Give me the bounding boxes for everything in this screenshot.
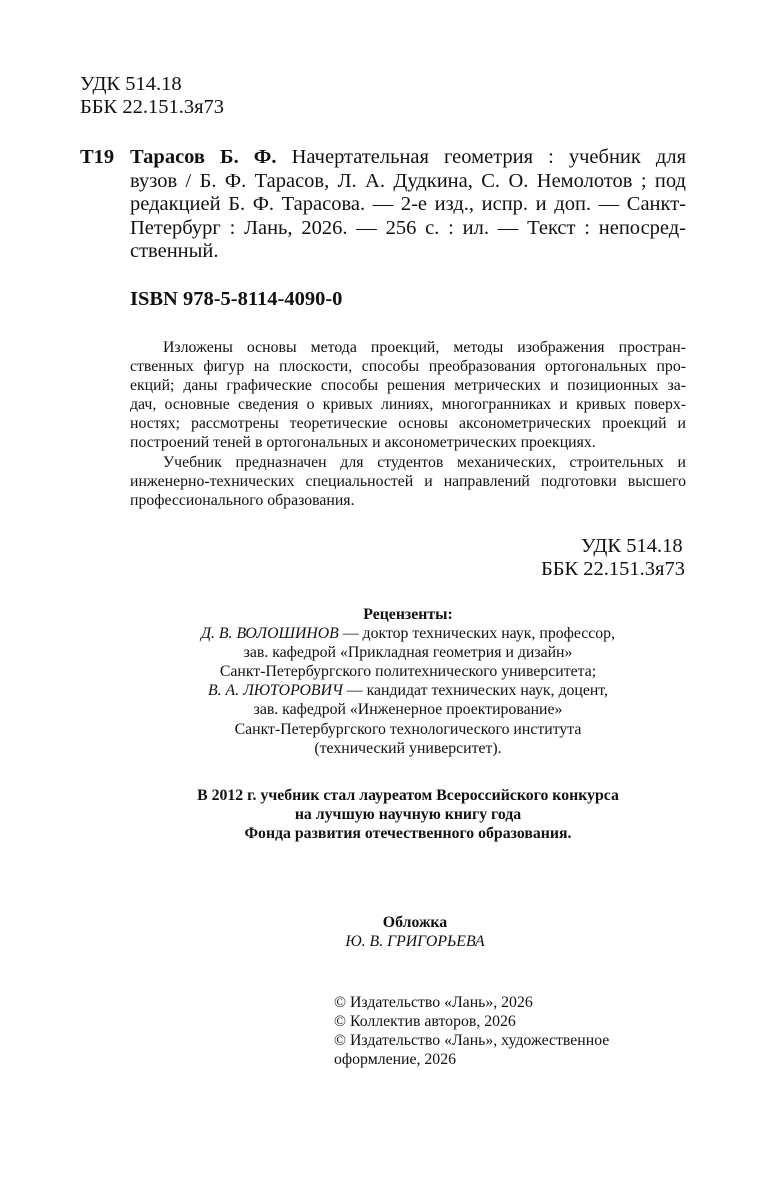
- book-title: Начертательная геометрия : учебник для: [291, 146, 687, 168]
- bbk-code: ББК 22.151.3я73: [80, 96, 225, 118]
- isbn: ISBN 978-5-8114-4090-0: [130, 288, 343, 310]
- reviewer-1-line: зав. кафедрой «Прикладная геометрия и дизайн»: [243, 644, 573, 662]
- abstract-line: построений теней в ортогональных и аксонометрических проекциях.: [130, 434, 596, 452]
- copyright-line: © Издательство «Лань», художественное: [334, 1032, 610, 1050]
- reviewer-2: В. А. ЛЮТОРОВИЧ — кандидат технических наук, доцент,: [208, 682, 608, 700]
- award-line: В 2012 г. учебник стал лауреатом Всероссийского конкурса: [197, 787, 619, 804]
- award-line: на лучшую научную книгу года: [294, 806, 522, 824]
- reviewer-2-line: (технический университет).: [314, 739, 502, 757]
- abstract-line: Учебник предназначен для студентов механических, строительных и: [163, 453, 686, 471]
- biblio-line-2: вузов / Б. Ф. Тарасов, Л. А. Дудкина, С. О. Немолотов ; под: [130, 169, 686, 192]
- biblio-line-3: редакцией Б. Ф. Тарасова. — 2-е изд., испр. и доп. — Санкт-: [130, 193, 686, 215]
- call-mark: Т19: [80, 146, 115, 168]
- cover-title: Обложка: [382, 914, 448, 931]
- bibliographic-record: [130, 146, 686, 264]
- abstract-line: дач, основные сведения о кривых линиях, многогранниках и кривых поверх-: [130, 396, 686, 414]
- abstract-line: ственных фигур на плоскости, способы преобразования ортогональных про-: [130, 358, 686, 376]
- reviewer-2-line: зав. кафедрой «Инженерное проектирование»: [253, 701, 563, 719]
- bbk-code: ББК 22.151.3я73: [540, 558, 685, 580]
- reviewer-name: Д. В. ВОЛОШИНОВ: [200, 625, 339, 643]
- biblio-line-5: ственный.: [130, 240, 219, 262]
- cover-credit: [330, 913, 500, 951]
- reviewer-2-line: Санкт-Петербургского технологического института: [234, 720, 582, 738]
- award-line: Фонда развития отечественного образования.: [244, 825, 572, 843]
- biblio-line-4: Петербург : Лань, 2026. — 256 с. : ил. — Текст : непосред-: [130, 216, 686, 239]
- abstract: [130, 338, 686, 510]
- abstract-line: инженерно-технических специальностей и направлений подготовки высшего: [130, 472, 686, 490]
- copyright-line: оформление, 2026: [334, 1051, 456, 1069]
- udk-code: УДК 514.18: [80, 73, 182, 95]
- reviewer-name: В. А. ЛЮТОРОВИЧ: [208, 682, 343, 700]
- copyright-line: © Издательство «Лань», 2026: [334, 994, 533, 1011]
- reviewer-1: Д. В. ВОЛОШИНОВ — доктор технических наук, профессор,: [200, 625, 616, 643]
- abstract-line: екций; даны графические способы решения метрических и позиционных за-: [130, 377, 686, 395]
- cover-designer: Ю. В. ГРИГОРЬЕВА: [345, 933, 485, 951]
- reviewer-1-line: Санкт-Петербургского политехнического университета;: [219, 663, 597, 681]
- abstract-line: Изложены основы метода проекций, методы изображения простран-: [163, 339, 686, 356]
- abstract-line: профессионального образования.: [130, 491, 355, 509]
- award-note: [130, 786, 686, 843]
- abstract-line: ностях; рассмотрены теоретические основы аксонометрических проекций и: [130, 415, 686, 433]
- biblio-line-1: [130, 146, 686, 170]
- copyright-line: © Коллектив авторов, 2026: [334, 1013, 516, 1031]
- author-name: Тарасов Б. Ф.: [130, 146, 277, 168]
- copyright-block: [334, 993, 609, 1069]
- udk-code: УДК 514.18: [580, 535, 683, 557]
- classification-top: [80, 73, 224, 119]
- reviewers: [130, 605, 686, 758]
- reviewers-title: Рецензенты:: [363, 606, 453, 623]
- classification-bottom: [541, 535, 685, 581]
